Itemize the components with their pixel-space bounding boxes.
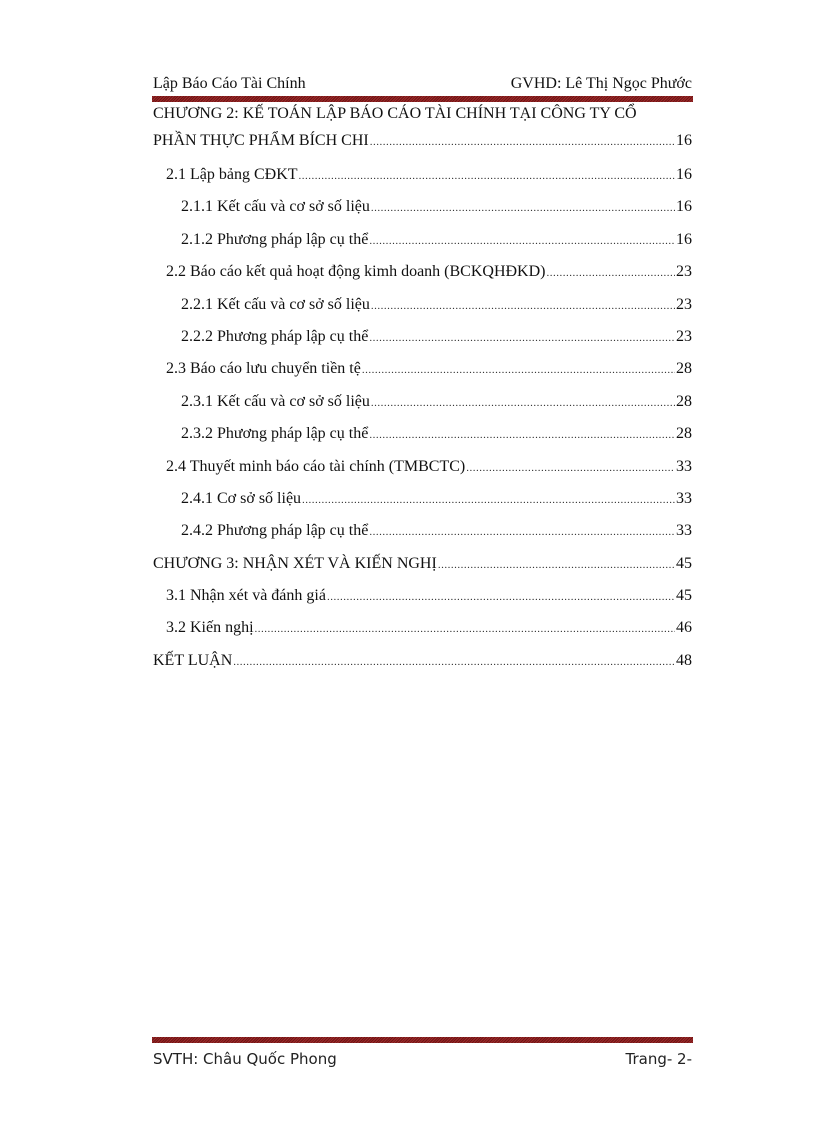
toc-dot-leader (362, 354, 675, 386)
toc-entry-label: 2.4.1 Cơ sở số liệu (181, 489, 302, 507)
toc-entry[interactable] (153, 191, 692, 223)
toc-entry[interactable] (153, 224, 692, 256)
toc-chapter-2-line1: CHƯƠNG 2: KẾ TOÁN LẬP BÁO CÁO TÀI CHÍNH TẠI CÔNG TY CỔ (153, 105, 637, 122)
toc-entry[interactable] (153, 321, 692, 353)
toc-dot-leader (369, 516, 675, 548)
toc-dot-leader (369, 225, 675, 257)
toc-entry-label: 2.2.1 Kết cấu và cơ sở số liệu (181, 295, 370, 313)
toc-page-number: 28 (676, 392, 692, 410)
toc-page-number: 28 (676, 425, 692, 443)
table-of-contents (153, 102, 692, 677)
toc-page-number: 33 (676, 522, 692, 540)
toc-entry-label: 2.2 Báo cáo kết quả hoạt động kimh doanh (BCKQHĐKD) (166, 263, 546, 281)
toc-entry-label: 3.2 Kiến nghị (166, 619, 254, 637)
toc-dot-leader (466, 452, 675, 484)
toc-entry[interactable] (153, 418, 692, 450)
header-advisor: GVHD: Lê Thị Ngọc Phước (510, 75, 692, 92)
toc-dot-leader (369, 419, 675, 451)
toc-entry[interactable] (153, 289, 692, 321)
toc-dot-leader (547, 257, 676, 289)
toc-page-number: 46 (676, 619, 692, 637)
toc-entry-label: CHƯƠNG 3: NHẬN XÉT VÀ KIẾN NGHỊ (153, 554, 437, 572)
toc-dot-leader (302, 484, 675, 516)
toc-entry[interactable] (153, 645, 692, 677)
toc-entry-chapter-2[interactable] (153, 129, 692, 153)
toc-entry[interactable] (153, 451, 692, 483)
toc-page-number: 16 (676, 198, 692, 216)
toc-page-number: 33 (676, 457, 692, 475)
header-title: Lập Báo Cáo Tài Chính (153, 75, 306, 92)
toc-entry-label: 2.1.1 Kết cấu và cơ sở số liệu (181, 198, 370, 216)
toc-entry-label: 2.4.2 Phương pháp lập cụ thể (181, 522, 369, 540)
toc-entry-label: 2.1.2 Phương pháp lập cụ thể (181, 230, 369, 248)
toc-entry-label: 2.2.2 Phương pháp lập cụ thể (181, 327, 369, 345)
toc-page-number: 48 (676, 651, 692, 669)
toc-entry[interactable] (153, 256, 692, 288)
toc-entry-label: 3.1 Nhận xét và đánh giá (166, 587, 326, 605)
toc-page-number: 23 (676, 263, 692, 281)
page-header (153, 74, 692, 94)
toc-dot-leader (371, 192, 675, 224)
toc-entry[interactable] (153, 483, 692, 515)
toc-entry[interactable] (153, 159, 692, 191)
toc-entry-list (153, 159, 692, 677)
toc-entry[interactable] (153, 386, 692, 418)
toc-dot-leader (438, 549, 675, 581)
toc-page-number: 16 (676, 166, 692, 183)
toc-entry-label: KẾT LUẬN (153, 651, 233, 669)
toc-page-number: 16 (676, 230, 692, 248)
footer-page-number: Trang- 2- (625, 1050, 692, 1068)
toc-page-number: 23 (676, 327, 692, 345)
toc-dot-leader (369, 322, 675, 354)
footer-author: SVTH: Châu Quốc Phong (153, 1050, 337, 1068)
toc-chapter-2-heading (153, 102, 692, 126)
toc-entry-label: 2.1 Lập bảng CĐKT (166, 166, 298, 183)
toc-entry-label: 2.3.1 Kết cấu và cơ sở số liệu (181, 392, 370, 410)
footer-rule (152, 1037, 693, 1043)
toc-dot-leader (371, 387, 675, 419)
toc-dot-leader (299, 160, 675, 192)
toc-dot-leader (255, 613, 675, 645)
toc-entry-label: PHẦN THỰC PHẨM BÍCH CHI (153, 132, 369, 149)
toc-entry-label: 2.3.2 Phương pháp lập cụ thể (181, 425, 369, 443)
toc-entry-label: 2.3 Báo cáo lưu chuyển tiền tệ (166, 360, 361, 378)
toc-dot-leader (233, 646, 675, 678)
toc-entry-label: 2.4 Thuyết minh báo cáo tài chính (TMBCTC) (166, 457, 466, 475)
toc-entry[interactable] (153, 548, 692, 580)
toc-dot-leader (327, 581, 675, 613)
toc-page-number: 28 (676, 360, 692, 378)
toc-dot-leader (371, 290, 675, 322)
toc-entry[interactable] (153, 612, 692, 644)
toc-page-number: 33 (676, 489, 692, 507)
toc-page-number: 45 (676, 587, 692, 605)
toc-entry[interactable] (153, 580, 692, 612)
page-footer (153, 1049, 692, 1069)
toc-dot-leader (370, 130, 675, 154)
toc-page-number: 16 (676, 132, 692, 149)
toc-page-number: 45 (676, 554, 692, 572)
toc-entry[interactable] (153, 515, 692, 547)
toc-entry[interactable] (153, 353, 692, 385)
toc-page-number: 23 (676, 295, 692, 313)
